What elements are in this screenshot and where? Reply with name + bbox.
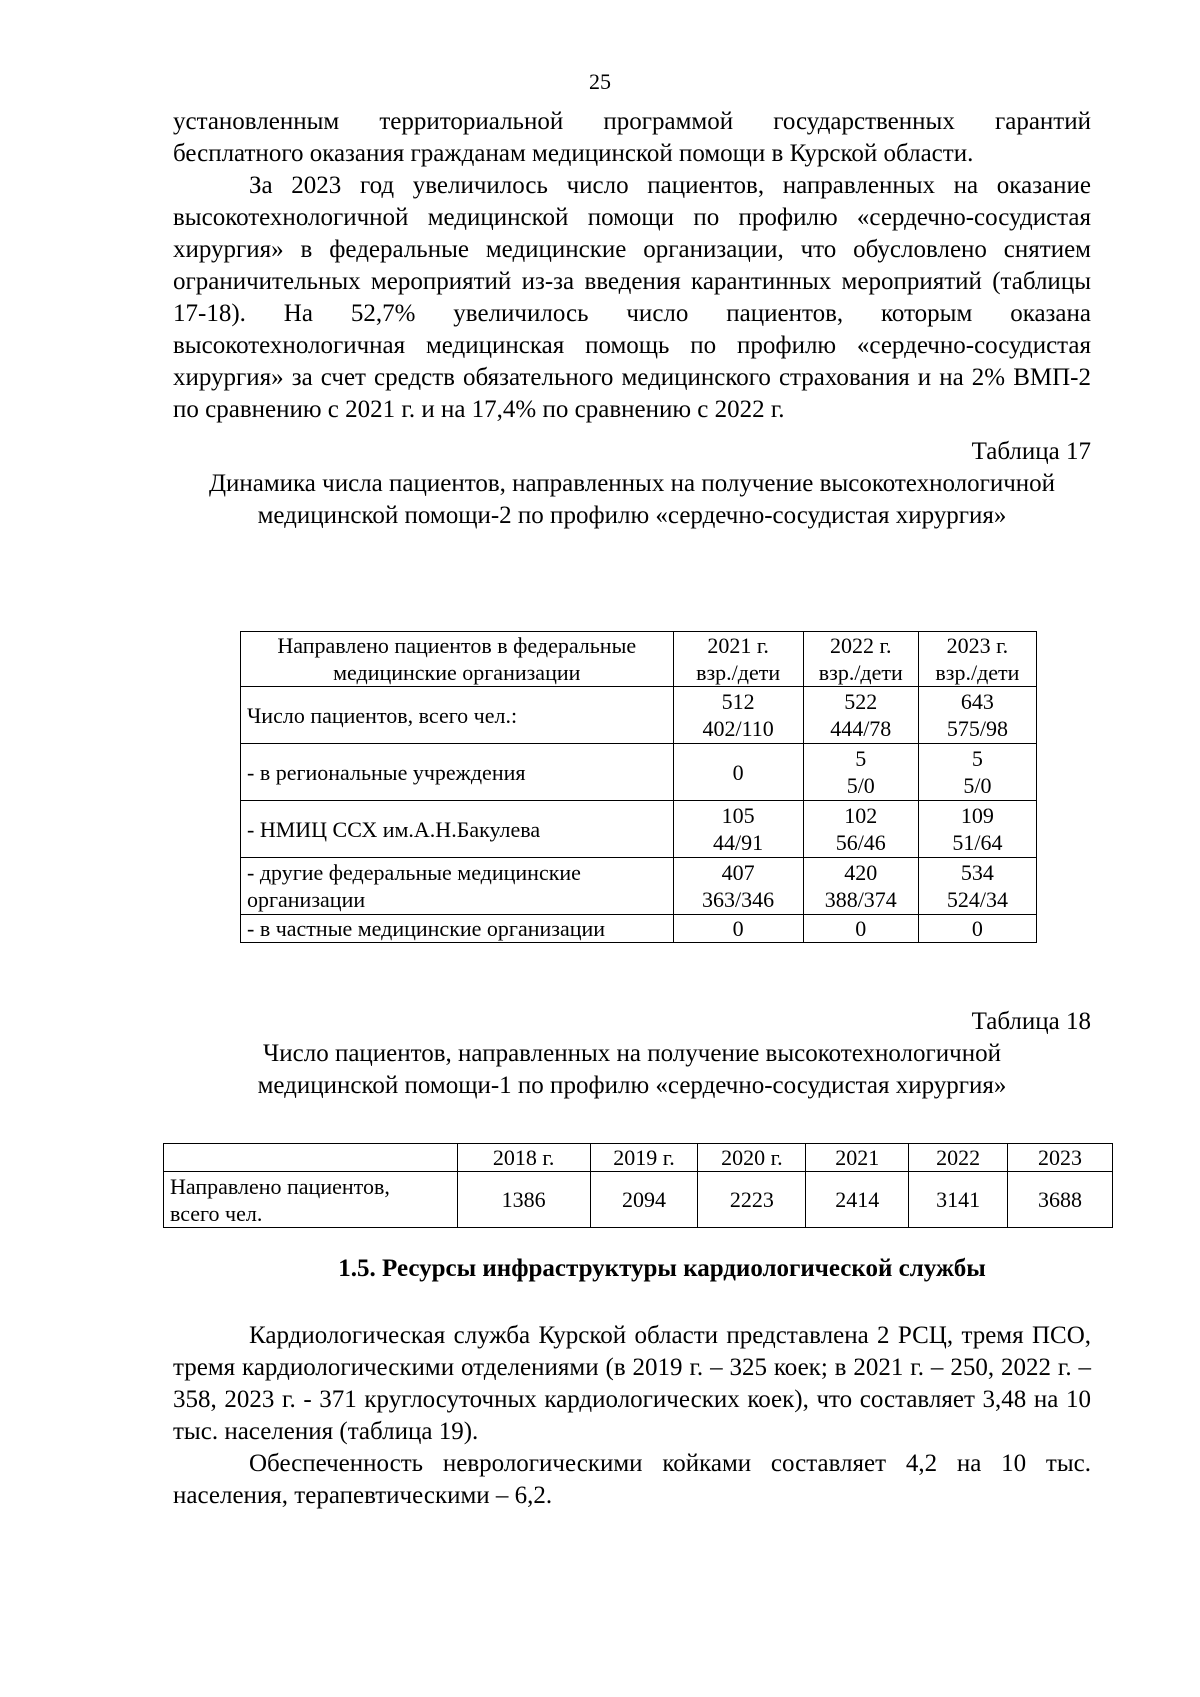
table-cell: 3141	[909, 1172, 1008, 1228]
table-header-cell: 2020 г.	[698, 1144, 806, 1172]
paragraph-cardio-service: Кардиологическая служба Курской области представлена 2 РСЦ, тремя ПСО, тремя кардиологическими отделениями (в 2019 г. – 325 коек; в 2021 г. – 250, 2022 г. – 358, 2023 г. - 371 круглосуточных кардиологических коек), что составляет 3,48 на 10 тыс. населения (таблица 19).	[173, 1322, 1091, 1445]
top-text	[173, 106, 1091, 426]
table-cell: 3688	[1008, 1172, 1113, 1228]
table-header-cell: 2022	[909, 1144, 1008, 1172]
table18-title-line1: Число пациентов, направленных на получение высокотехнологичной	[263, 1040, 1001, 1067]
table17-title: Динамика числа пациентов, направленных на получение высокотехнологичной медицинской помощи-2 по профилю «сердечно-сосудистая хирургия»	[208, 470, 1056, 529]
table17-label: Таблица 17	[971, 438, 1091, 465]
table-header-cell: Направлено пациентов в федеральные медицинские организации	[241, 632, 674, 687]
table-cell: 643 575/98	[918, 687, 1036, 744]
table-cell: 512 402/110	[673, 687, 803, 744]
table-cell: 522 444/78	[803, 687, 918, 744]
row-label: - в региональные учреждения	[241, 744, 674, 801]
table-cell: 1386	[457, 1172, 590, 1228]
table-row	[241, 687, 1037, 744]
table-cell: 0	[918, 915, 1036, 943]
page-number: 25	[589, 69, 611, 94]
table17-caption	[173, 436, 1091, 532]
table-cell: 5 5/0	[803, 744, 918, 801]
table18-label: Таблица 18	[971, 1008, 1091, 1035]
table-cell: 407 363/346	[673, 858, 803, 915]
table-row	[164, 1172, 1113, 1228]
table-cell: 2094	[590, 1172, 698, 1228]
table-header-cell: 2018 г.	[457, 1144, 590, 1172]
table-header-cell: 2019 г.	[590, 1144, 698, 1172]
table18-caption	[173, 1006, 1091, 1102]
table-cell: 5 5/0	[918, 744, 1036, 801]
bottom-text	[173, 1320, 1091, 1512]
table-cell: 2223	[698, 1172, 806, 1228]
table-header-row	[241, 632, 1037, 687]
table-header-cell: 2023	[1008, 1144, 1113, 1172]
table-header-cell: 2021	[806, 1144, 909, 1172]
table-row	[241, 858, 1037, 915]
table-17	[240, 631, 1037, 943]
table-cell: 0	[673, 744, 803, 801]
table-row	[241, 801, 1037, 858]
table-cell: 420 388/374	[803, 858, 918, 915]
table-header-cell: 2021 г. взр./дети	[673, 632, 803, 687]
table-cell: 109 51/64	[918, 801, 1036, 858]
paragraph-bed-provision: Обеспеченность неврологическими койками составляет 4,2 на 10 тыс. населения, терапевтическими – 6,2.	[173, 1450, 1091, 1509]
section-heading: 1.5. Ресурсы инфраструктуры кардиологической службы	[338, 1255, 986, 1282]
row-label: Направлено пациентов, всего чел.	[164, 1172, 458, 1228]
table-row	[241, 744, 1037, 801]
table-cell: 534 524/34	[918, 858, 1036, 915]
table-header-row	[164, 1144, 1113, 1172]
row-label: - другие федеральные медицинские организации	[241, 858, 674, 915]
paragraph-continuation: установленным территориальной программой государственных гарантий бесплатного оказания гражданам медицинской помощи в Курской области.	[173, 108, 1091, 167]
table-cell: 105 44/91	[673, 801, 803, 858]
table-header-cell: 2023 г. взр./дети	[918, 632, 1036, 687]
table-cell: 0	[803, 915, 918, 943]
table18-title-line2: медицинской помощи-1 по профилю «сердечно-сосудистая хирургия»	[257, 1072, 1007, 1099]
table-header-cell: 2022 г. взр./дети	[803, 632, 918, 687]
table-cell: 0	[673, 915, 803, 943]
paragraph-2023-growth: За 2023 год увеличилось число пациентов, направленных на оказание высокотехнологичной медицинской помощи по профилю «сердечно-сосудистая хирургия» в федеральные медицинские организации, что обусловлено снятием ограничительных мероприятий из-за введения карантинных мероприятий (таблицы 17-18). На 52,7% увеличилось число пациентов, которым оказана высокотехнологичная медицинская помощь по профилю «сердечно-сосудистая хирургия» за счет средств обязательного медицинского страхования и на 2% ВМП-2 по сравнению с 2021 г. и на 17,4% по сравнению с 2022 г.	[173, 172, 1091, 423]
table-cell: 102 56/46	[803, 801, 918, 858]
table-header-cell	[164, 1144, 458, 1172]
table-18	[163, 1143, 1113, 1228]
table-cell: 2414	[806, 1172, 909, 1228]
row-label: - в частные медицинские организации	[241, 915, 674, 943]
row-label: - НМИЦ ССХ им.А.Н.Бакулева	[241, 801, 674, 858]
row-label: Число пациентов, всего чел.:	[241, 687, 674, 744]
table-row	[241, 915, 1037, 943]
